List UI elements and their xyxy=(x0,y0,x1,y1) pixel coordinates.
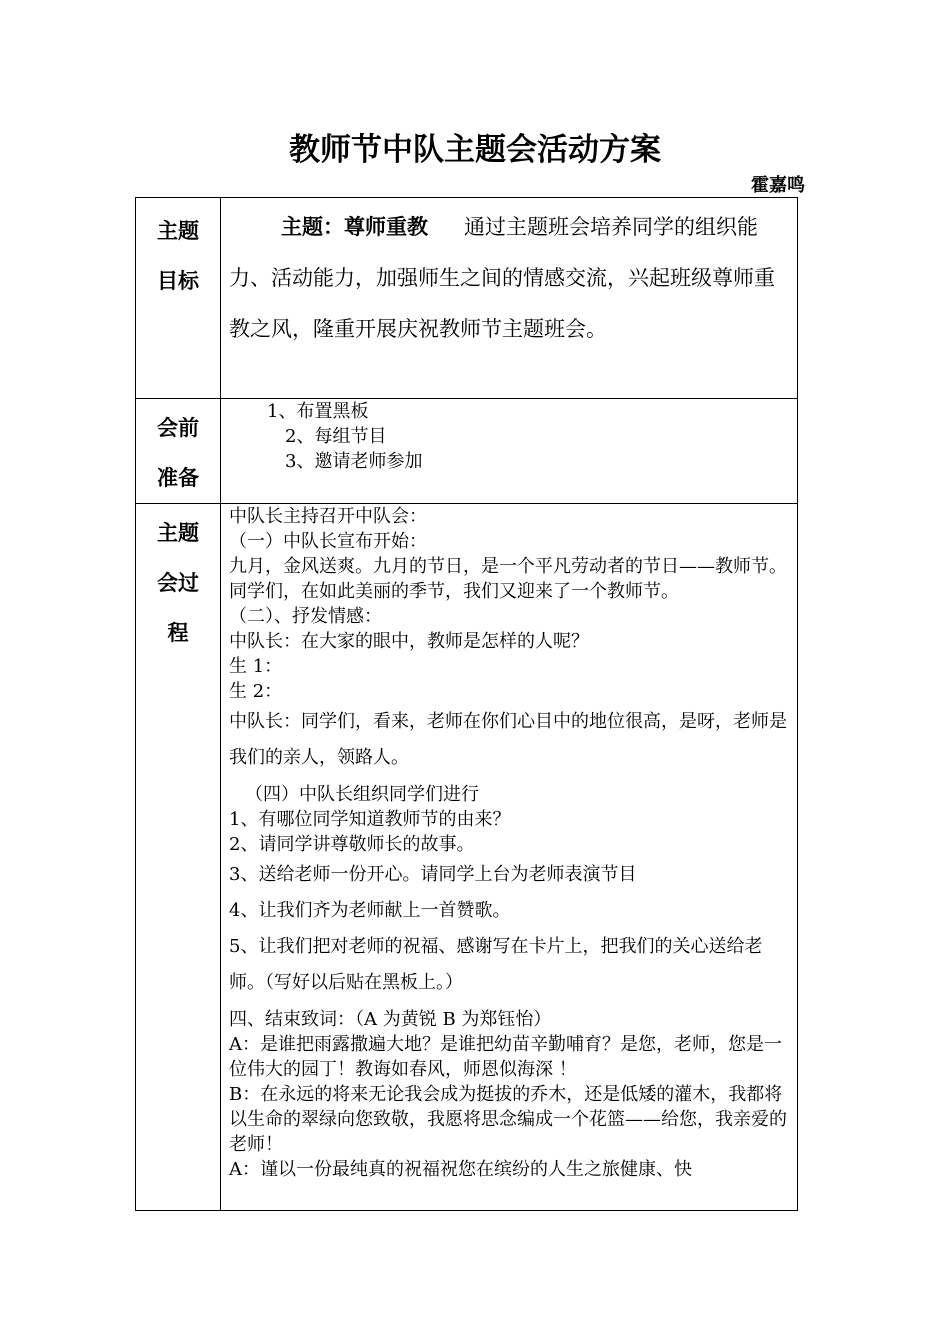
document-title: 教师节中队主题会活动方案 xyxy=(289,132,661,168)
process-line: 4、让我们齐为老师献上一首赞歌。 xyxy=(229,900,511,921)
process-line: 5、让我们把对老师的祝福、感谢写在卡片上，把我们的关心送给老师。（写好以后贴在黑板上。） xyxy=(229,936,763,993)
process-line: A：谨以一份最纯真的祝福祝您在缤纷的人生之旅健康、快 xyxy=(229,1159,692,1180)
author-name: 霍嘉鸣 xyxy=(751,175,805,196)
prep-item: 1、布置黑板 xyxy=(267,401,369,422)
process-line: 四、结束致词：（A 为黄锐 B 为郑钰怡） xyxy=(229,1009,552,1030)
goal-label-line2: 目标 xyxy=(157,269,199,293)
process-line: （二）、抒发情感： xyxy=(229,606,382,627)
prep-label-line2: 准备 xyxy=(157,466,199,490)
process-label-line1: 主题 xyxy=(157,521,199,545)
theme-heading: 主题：尊师重教 xyxy=(281,215,428,239)
goal-text: 通过主题班会培养同学的组织能力、活动能力，加强师生之间的情感交流，兴起班级尊师重教之风，隆重开展庆祝教师节主题班会。 xyxy=(229,215,775,341)
prep-content-cell xyxy=(221,399,798,504)
process-label-line2: 会过 xyxy=(157,571,199,595)
goal-row xyxy=(136,198,798,399)
process-line: 九月，金风送爽。九月的节日，是一个平凡劳动者的节日——教师节。 xyxy=(229,556,787,577)
process-line: 同学们，在如此美丽的季节，我们又迎来了一个教师节。 xyxy=(229,581,679,602)
goal-label-cell xyxy=(136,198,221,399)
goal-content-cell xyxy=(221,198,798,399)
goal-label-line1: 主题 xyxy=(157,219,199,243)
process-line: 2、请同学讲尊敬师长的故事。 xyxy=(229,834,475,855)
process-label-cell xyxy=(136,504,221,1211)
process-line: 中队长主持召开中队会： xyxy=(229,506,427,527)
process-line: B：在永远的将来无论我会成为挺拔的乔木，还是低矮的灌木，我都将以生命的翠绿向您致敬，我愿将思念编成一个花篮——给您，我亲爱的老师！ xyxy=(229,1084,787,1155)
process-content-cell xyxy=(221,504,798,1211)
prep-row xyxy=(136,399,798,504)
process-line: 中队长：同学们，看来，老师在你们心目中的地位很高，是呀，老师是我们的亲人，领路人。 xyxy=(229,711,787,768)
process-label-line3: 程 xyxy=(167,621,189,645)
process-line: （四）中队长组织同学们进行 xyxy=(245,784,479,805)
process-line: 生 2： xyxy=(229,681,283,702)
prep-item: 2、每组节目 xyxy=(285,426,387,447)
process-row xyxy=(136,504,798,1211)
prep-item: 3、邀请老师参加 xyxy=(285,451,423,472)
plan-table xyxy=(135,197,798,1211)
process-line: 中队长：在大家的眼中，教师是怎样的人呢？ xyxy=(229,631,589,652)
process-line: 1、有哪位同学知道教师节的由来？ xyxy=(229,809,511,830)
process-line: 3、送给老师一份开心。请同学上台为老师表演节目 xyxy=(229,864,637,885)
prep-label-line1: 会前 xyxy=(157,416,199,440)
process-line: （一）中队长宣布开始： xyxy=(229,531,427,552)
prep-label-cell xyxy=(136,399,221,504)
process-line: 生 1： xyxy=(229,656,283,677)
process-line: A：是谁把雨露撒遍大地？是谁把幼苗辛勤哺育？是您，老师，您是一位伟大的园丁！教诲如春风，师恩似海深 ！ xyxy=(229,1034,782,1080)
